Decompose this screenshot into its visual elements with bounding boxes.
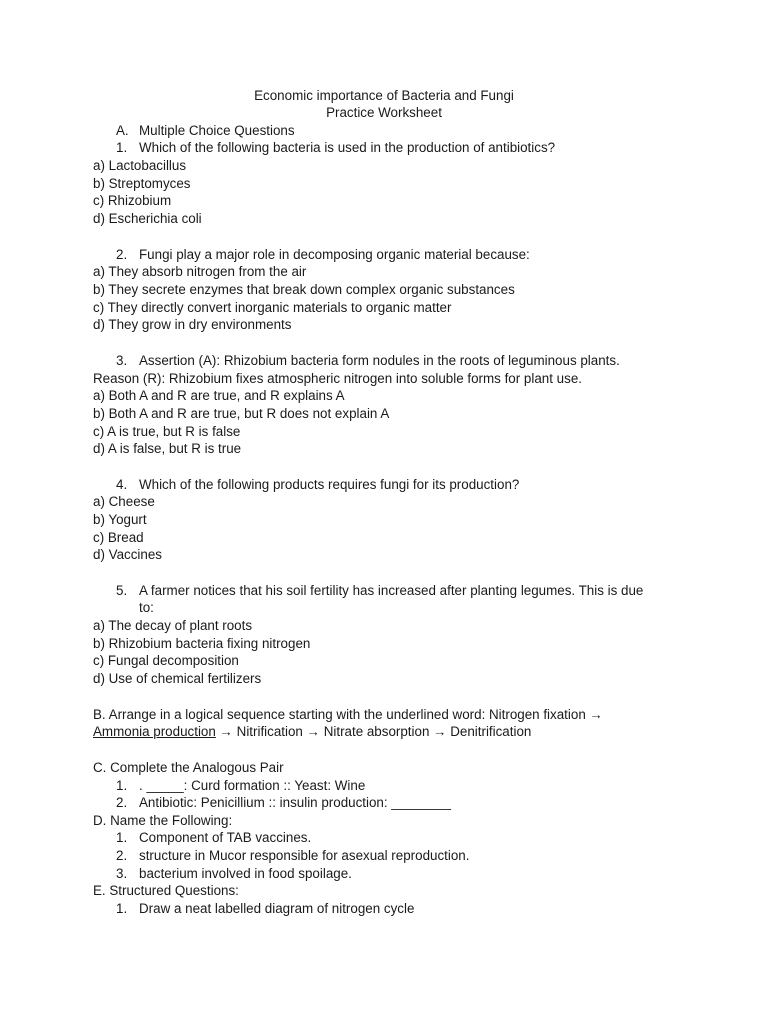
- question-number: 2.: [116, 247, 128, 262]
- page-subtitle: Practice Worksheet: [326, 105, 442, 120]
- question-number: 3.: [116, 353, 128, 368]
- structured-item: Draw a neat labelled diagram of nitrogen cycle: [139, 901, 415, 916]
- question-text: Fungi play a major role in decomposing organic material because:: [139, 247, 530, 262]
- question-text: Which of the following bacteria is used in the production of antibiotics?: [139, 140, 556, 155]
- answer-option: a) They absorb nitrogen from the air: [93, 264, 307, 279]
- answer-option: d) Vaccines: [93, 547, 162, 562]
- question-text: Which of the following products requires fungi for its production?: [139, 477, 520, 492]
- item-number: 1.: [116, 901, 128, 916]
- item-number: 2.: [116, 848, 128, 863]
- answer-option: c) They directly convert inorganic materials to organic matter: [93, 300, 452, 315]
- name-item: structure in Mucor responsible for asexual reproduction.: [139, 848, 470, 863]
- answer-option: b) Yogurt: [93, 512, 147, 527]
- sequence-rest: → Nitrification → Nitrate absorption → Denitrification: [215, 724, 532, 739]
- answer-option: b) Rhizobium bacteria fixing nitrogen: [93, 636, 311, 651]
- item-number: 2.: [116, 795, 128, 810]
- answer-option: c) Rhizobium: [93, 193, 172, 208]
- section-d-heading: D. Name the Following:: [93, 813, 233, 828]
- page-title: Economic importance of Bacteria and Fungi: [254, 88, 514, 103]
- analogy-item: Antibiotic: Penicillium :: insulin production: ________: [139, 795, 451, 810]
- section-a-marker: A.: [116, 123, 129, 138]
- name-item: bacterium involved in food spoilage.: [139, 866, 352, 881]
- answer-option: d) A is false, but R is true: [93, 441, 242, 456]
- item-number: 1.: [116, 830, 128, 845]
- question-text: A farmer notices that his soil fertility has increased after planting legumes. This is due: [139, 583, 644, 598]
- answer-option: a) Both A and R are true, and R explains A: [93, 388, 345, 403]
- section-c-heading: C. Complete the Analogous Pair: [93, 760, 284, 775]
- answer-option: d) They grow in dry environments: [93, 317, 292, 332]
- answer-option: b) Streptomyces: [93, 176, 191, 191]
- section-a-heading: Multiple Choice Questions: [139, 123, 295, 138]
- analogy-item: . _____: Curd formation :: Yeast: Wine: [139, 778, 366, 793]
- section-b-instruction: B. Arrange in a logical sequence starting with the underlined word: Nitrogen fixation →: [93, 707, 603, 722]
- answer-option: a) Cheese: [93, 494, 155, 509]
- section-b-sequence: [93, 723, 531, 741]
- question-text-continued: to:: [139, 600, 154, 615]
- section-e-heading: E. Structured Questions:: [93, 883, 239, 898]
- answer-option: d) Escherichia coli: [93, 211, 202, 226]
- answer-option: b) They secrete enzymes that break down complex organic substances: [93, 282, 515, 297]
- underlined-word: Ammonia production: [93, 724, 216, 739]
- item-number: 3.: [116, 866, 128, 881]
- answer-option: a) The decay of plant roots: [93, 618, 253, 633]
- answer-option: c) Bread: [93, 530, 144, 545]
- answer-option: b) Both A and R are true, but R does not explain A: [93, 406, 390, 421]
- question-number: 4.: [116, 477, 128, 492]
- answer-option: d) Use of chemical fertilizers: [93, 671, 262, 686]
- question-number: 5.: [116, 583, 128, 598]
- name-item: Component of TAB vaccines.: [139, 830, 312, 845]
- item-number: 1.: [116, 778, 128, 793]
- answer-option: c) A is true, but R is false: [93, 424, 241, 439]
- reason-text: Reason (R): Rhizobium fixes atmospheric nitrogen into soluble forms for plant use.: [93, 371, 582, 386]
- answer-option: a) Lactobacillus: [93, 158, 187, 173]
- question-number: 1.: [116, 140, 128, 155]
- answer-option: c) Fungal decomposition: [93, 653, 239, 668]
- question-text: Assertion (A): Rhizobium bacteria form nodules in the roots of leguminous plants.: [139, 353, 620, 368]
